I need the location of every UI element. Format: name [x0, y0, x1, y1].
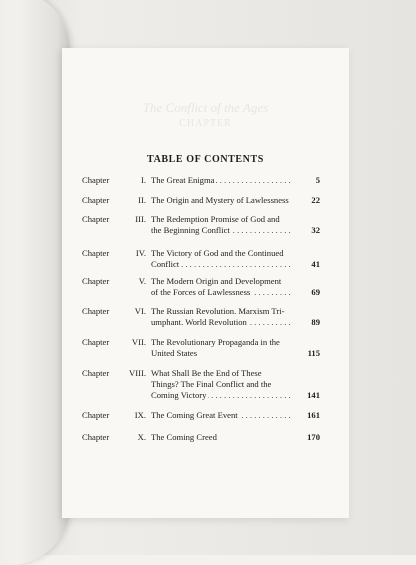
toc-entry [82, 195, 320, 207]
chapter-title [151, 410, 293, 421]
chapter-numeral: V. [138, 276, 146, 286]
chapter-page-number: 89 [311, 317, 320, 327]
chapter-title [151, 432, 293, 443]
show-through-text: The Conflict of the Ages [142, 100, 269, 115]
chapter-page-number: 41 [311, 259, 320, 269]
chapter-title-line: Conflict [151, 259, 180, 270]
chapter-title [151, 276, 293, 298]
chapter-label: Chapter [82, 306, 110, 316]
toc-title: TABLE OF CONTENTS [147, 154, 264, 165]
chapter-title-line: Things? The Final Conflict and the [151, 379, 272, 390]
chapter-title-line: of the Forces of Lawlessness [151, 287, 251, 298]
toc-entry [82, 368, 320, 402]
chapter-page-number: 5 [315, 175, 320, 185]
show-through-text-chapter: CHAPTER [179, 118, 232, 129]
chapter-title-line: The Victory of God and the Continued [151, 248, 284, 258]
chapter-numeral: IV. [135, 248, 146, 258]
chapter-label: Chapter [82, 368, 110, 378]
chapter-label: Chapter [82, 432, 110, 442]
chapter-title-line: The Origin and Mystery of Lawlessness [151, 195, 289, 205]
toc-entry [82, 214, 320, 237]
chapter-title-line: The Revolutionary Propaganda in the [151, 337, 280, 347]
chapter-page-number: 22 [311, 195, 320, 205]
toc-entry [82, 306, 320, 329]
toc-entry [82, 410, 320, 422]
chapter-title-line: The Modern Origin and Development [151, 276, 282, 286]
chapter-title-line: umphant. World Revolution [151, 317, 247, 328]
chapter-page-number: 141 [307, 390, 320, 400]
chapter-label: Chapter [82, 410, 110, 420]
chapter-numeral: X. [137, 432, 146, 442]
left-page-edge [0, 0, 70, 565]
chapter-numeral: I. [140, 175, 146, 185]
toc-entry [82, 337, 320, 360]
chapter-title-line: What Shall Be the End of These [151, 368, 262, 378]
chapter-numeral: VII. [131, 337, 146, 347]
chapter-label: Chapter [82, 248, 110, 258]
chapter-title [151, 368, 293, 402]
chapter-label: Chapter [82, 276, 110, 286]
chapter-page-number: 161 [307, 410, 320, 420]
chapter-title [151, 195, 293, 206]
chapter-title-line: The Coming Creed [151, 432, 217, 442]
chapter-numeral: II. [138, 195, 146, 205]
chapter-page-number: 115 [307, 348, 320, 358]
chapter-page-number: 69 [311, 287, 320, 297]
chapter-title [151, 337, 293, 359]
chapter-page-number: 170 [307, 432, 320, 442]
chapter-title [151, 214, 293, 236]
chapter-title-line: The Great Enigma [151, 175, 215, 185]
chapter-numeral: IX. [134, 410, 146, 420]
chapter-title-line: The Redemption Promise of God and [151, 214, 280, 224]
chapter-title [151, 175, 293, 186]
chapter-page-number: 32 [311, 225, 320, 235]
chapter-title [151, 248, 293, 270]
toc-entry [82, 276, 320, 299]
toc-entry [82, 432, 320, 444]
chapter-label: Chapter [82, 175, 110, 185]
toc-entry [82, 175, 320, 187]
chapter-title-line: Coming Victory [151, 390, 207, 401]
chapter-title-line: The Coming Great Event [151, 410, 238, 420]
chapter-numeral: III. [135, 214, 146, 224]
chapter-label: Chapter [82, 337, 110, 347]
toc-entry [82, 248, 320, 271]
chapter-numeral: VI. [134, 306, 146, 316]
chapter-label: Chapter [82, 195, 110, 205]
chapter-title-line: the Beginning Conflict [151, 225, 230, 236]
chapter-numeral: VIII. [129, 368, 146, 378]
book-page [62, 48, 349, 518]
chapter-label: Chapter [82, 214, 110, 224]
chapter-title [151, 306, 293, 328]
chapter-title-line: The Russian Revolution. Marxism Tri- [151, 306, 285, 316]
chapter-title-line: United States [151, 348, 198, 359]
